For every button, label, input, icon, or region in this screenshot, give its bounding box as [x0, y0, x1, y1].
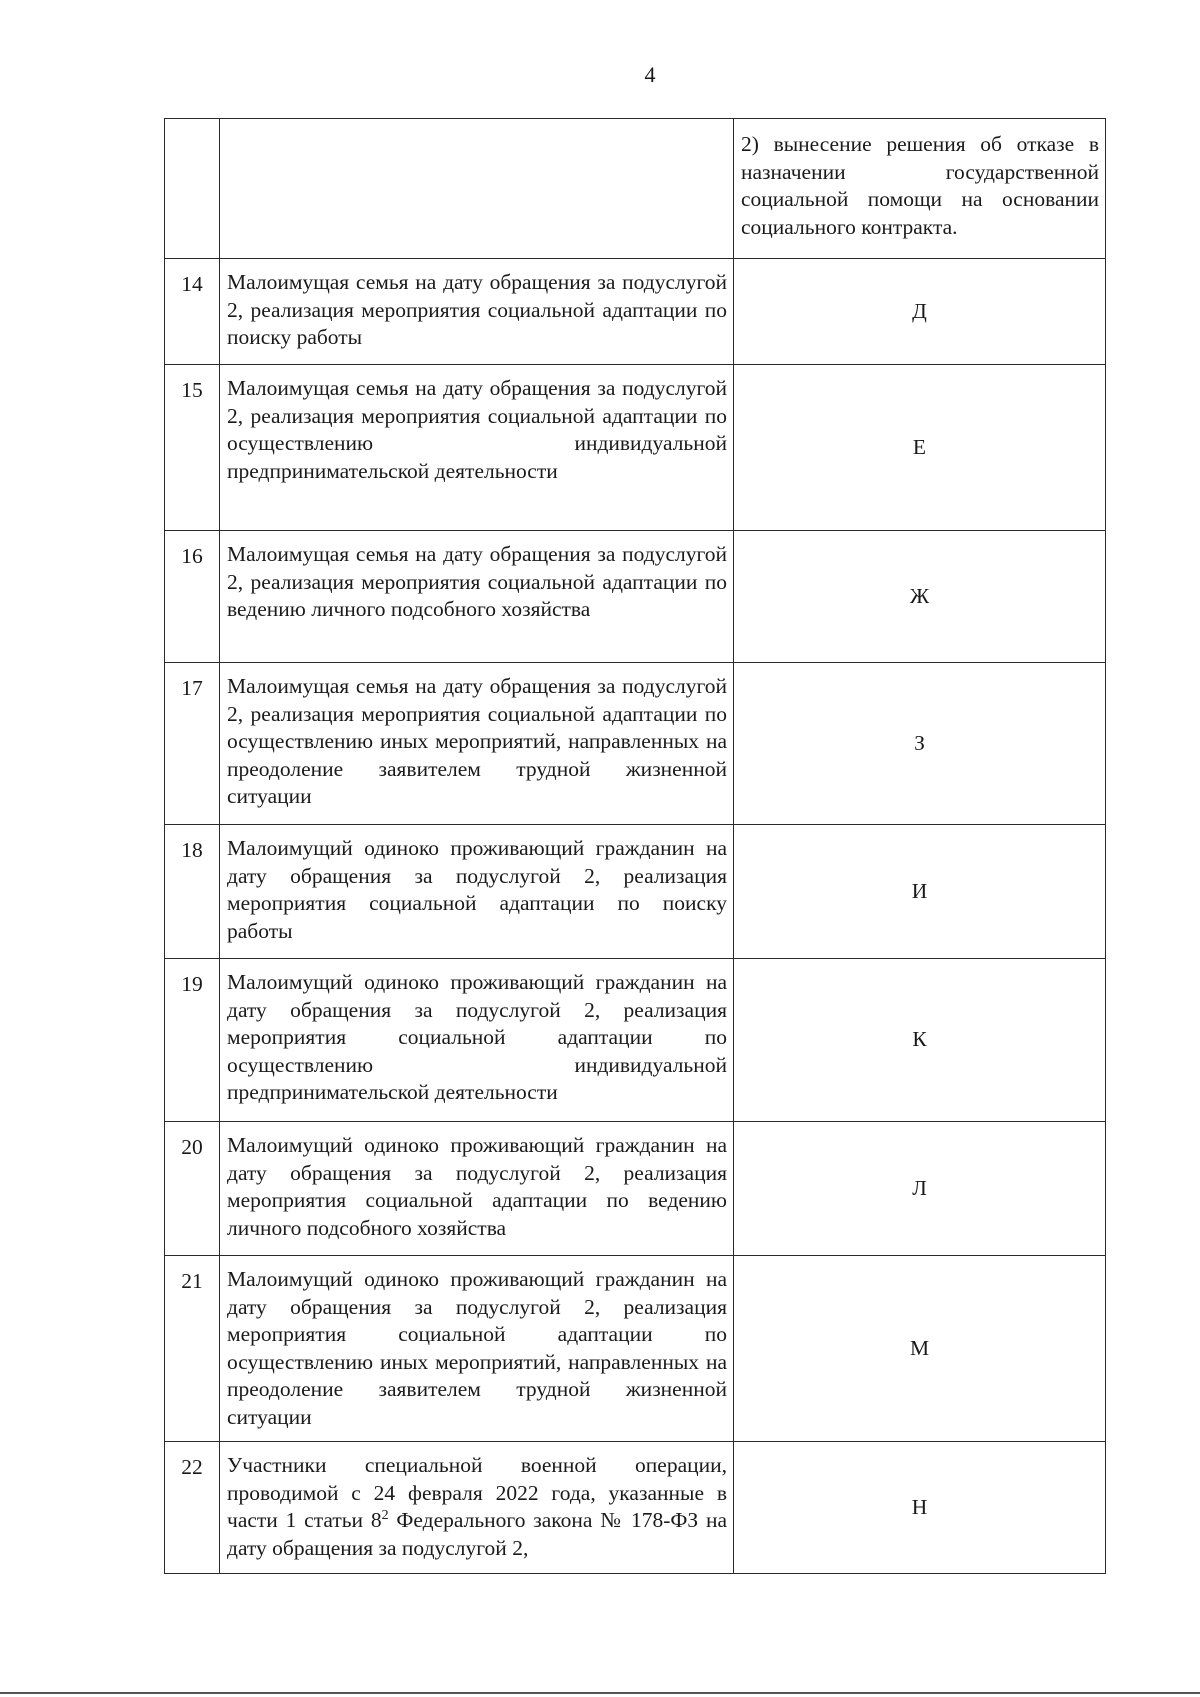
category-cell: Малоимущая семья на дату обращения за подуслугой 2, реализация мероприятия социальной адаптации по осуществлению иных мероприятий, направленных на преодоление заявителем трудной жизненной ситуации — [220, 663, 734, 825]
code-cell: Н — [734, 1442, 1106, 1574]
category-text-part: Участники специальной военной операции, проводимой с 24 февраля 2022 года, указанные в части 1 статьи 8 — [227, 1453, 727, 1532]
superscript: 2 — [381, 1507, 389, 1523]
code-cell: Е — [734, 365, 1106, 531]
table-row — [165, 825, 1106, 959]
category-cell: Малоимущий одиноко проживающий гражданин на дату обращения за подуслугой 2, реализация мероприятия социальной адаптации по ведению личного подсобного хозяйства — [220, 1122, 734, 1256]
row-number-cell — [165, 119, 220, 259]
row-number-cell: 16 — [165, 531, 220, 663]
document-table — [164, 118, 1106, 1574]
code-cell: К — [734, 959, 1106, 1122]
row-number-cell: 21 — [165, 1256, 220, 1442]
category-cell: Малоимущий одиноко проживающий гражданин на дату обращения за подуслугой 2, реализация мероприятия социальной адаптации по осуществлению индивидуальной предпринимательской деятельности — [220, 959, 734, 1122]
row-number-cell: 17 — [165, 663, 220, 825]
table-row — [165, 119, 1106, 259]
code-cell: Ж — [734, 531, 1106, 663]
row-number-cell: 20 — [165, 1122, 220, 1256]
category-cell: Малоимущий одиноко проживающий гражданин на дату обращения за подуслугой 2, реализация мероприятия социальной адаптации по осуществлению иных мероприятий, направленных на преодоление заявителем трудной жизненной ситуации — [220, 1256, 734, 1442]
table-row — [165, 531, 1106, 663]
table-row — [165, 259, 1106, 365]
table-row — [165, 1256, 1106, 1442]
code-cell: М — [734, 1256, 1106, 1442]
page-bottom-rule — [0, 1692, 1200, 1694]
code-cell: Л — [734, 1122, 1106, 1256]
table-row — [165, 1442, 1106, 1574]
category-text-part: Федерального закона № 178-ФЗ на дату обращения за подуслугой 2, — [227, 1508, 727, 1560]
table-row — [165, 959, 1106, 1122]
code-cell: З — [734, 663, 1106, 825]
code-cell: Д — [734, 259, 1106, 365]
category-cell: Малоимущая семья на дату обращения за подуслугой 2, реализация мероприятия социальной адаптации по ведению личного подсобного хозяйства — [220, 531, 734, 663]
page-number: 4 — [644, 62, 656, 87]
row-number-cell: 14 — [165, 259, 220, 365]
category-cell — [220, 119, 734, 259]
row-number-cell: 22 — [165, 1442, 220, 1574]
category-cell: Малоимущий одиноко проживающий гражданин на дату обращения за подуслугой 2, реализация мероприятия социальной адаптации по поиску работы — [220, 825, 734, 959]
table-row — [165, 1122, 1106, 1256]
decision-text-cell: 2) вынесение решения об отказе в назначении государственной социальной помощи на основании социального контракта. — [734, 119, 1106, 259]
row-number-cell: 15 — [165, 365, 220, 531]
table-row — [165, 663, 1106, 825]
category-cell: Малоимущая семья на дату обращения за подуслугой 2, реализация мероприятия социальной адаптации по поиску работы — [220, 259, 734, 365]
category-cell: Малоимущая семья на дату обращения за подуслугой 2, реализация мероприятия социальной адаптации по осуществлению индивидуальной предпринимательской деятельности — [220, 365, 734, 531]
table-row — [165, 365, 1106, 531]
row-number-cell: 19 — [165, 959, 220, 1122]
code-cell: И — [734, 825, 1106, 959]
row-number-cell: 18 — [165, 825, 220, 959]
category-cell — [220, 1442, 734, 1574]
